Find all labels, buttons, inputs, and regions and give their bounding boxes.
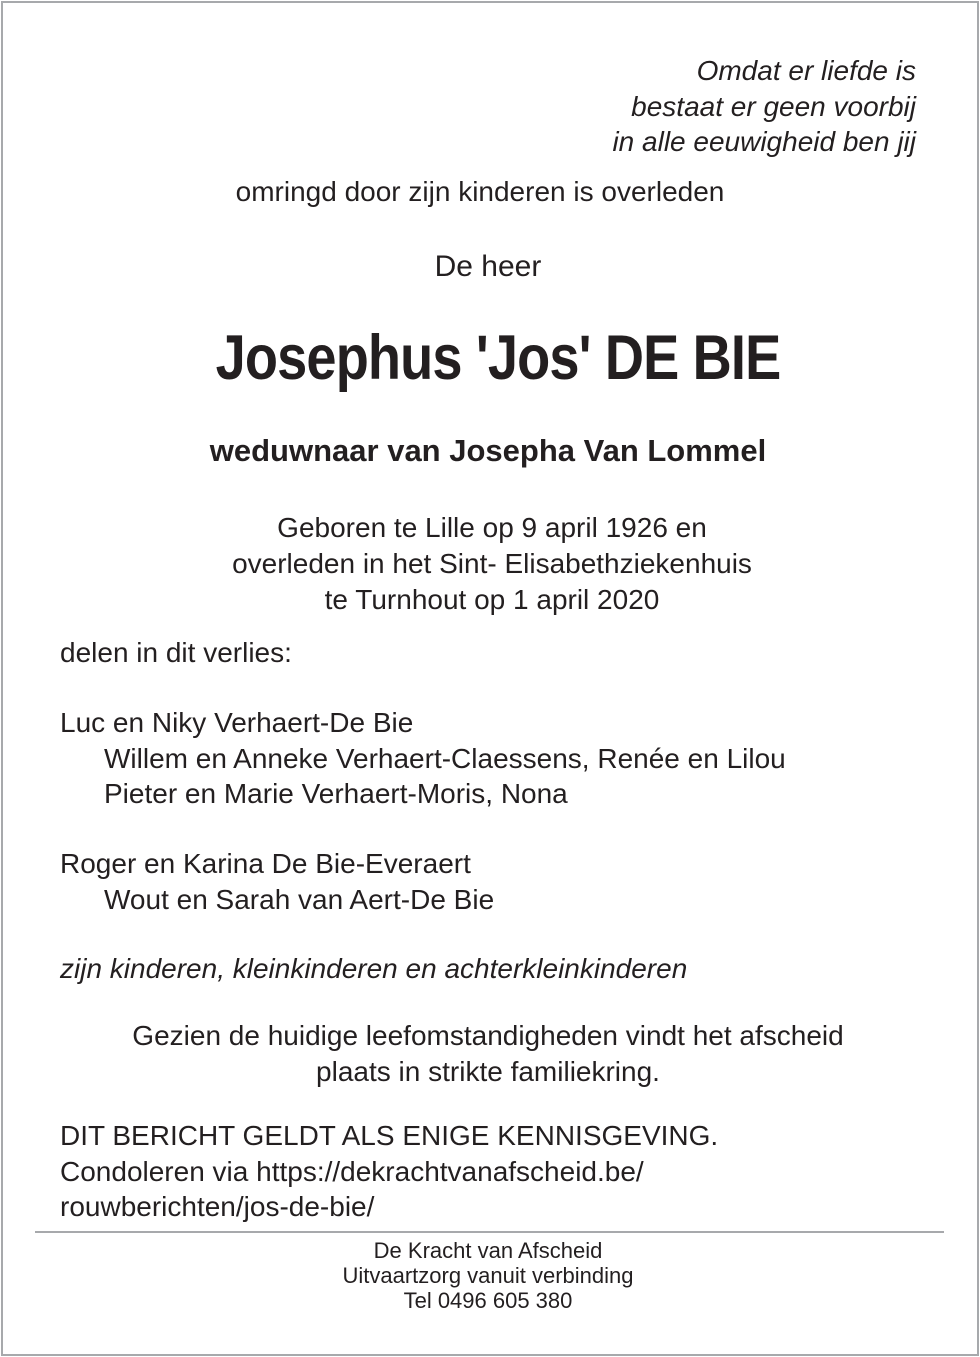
announcement-info — [60, 1118, 718, 1225]
notice-line-2: plaats in strikte familiekring. — [316, 1056, 660, 1087]
birth-line-3: te Turnhout op 1 april 2020 — [324, 584, 660, 615]
undertaker-name: De Kracht van Afscheid — [373, 1238, 603, 1263]
undertaker-tagline: Uitvaartzorg vanuit verbinding — [342, 1263, 634, 1288]
quote-line-3: in alle eeuwigheid ben jij — [612, 126, 916, 157]
family-head: Luc en Niky Verhaert-De Bie — [60, 707, 414, 738]
undertaker-phone: Tel 0496 605 380 — [403, 1288, 573, 1313]
family-head: Roger en Karina De Bie-Everaert — [60, 848, 471, 879]
family-member: Pieter en Marie Verhaert-Moris, Nona — [104, 778, 568, 809]
official-notice: DIT BERICHT GELDT ALS ENIGE KENNISGEVING. — [60, 1120, 719, 1151]
condolence-link-line-2[interactable]: rouwberichten/jos-de-bie/ — [60, 1191, 375, 1222]
birth-line-1: Geboren te Lille op 9 april 1926 en — [277, 512, 707, 543]
intro-text: omringd door zijn kinderen is overleden — [235, 176, 725, 207]
notice-line-1: Gezien de huidige leefomstandigheden vindt het afscheid — [132, 1020, 844, 1051]
quote-line-1: Omdat er liefde is — [696, 55, 916, 86]
birth-line-2: overleden in het Sint- Elisabethziekenhuis — [232, 548, 752, 579]
family-group-2 — [60, 846, 494, 917]
title-prefix: De heer — [434, 250, 542, 283]
funeral-notice — [0, 1018, 978, 1090]
undertaker-info — [0, 1238, 978, 1313]
family-member: Willem en Anneke Verhaert-Claessens, Renée en Lilou — [104, 742, 786, 774]
memorial-quote — [612, 53, 916, 160]
condolence-link-line-1[interactable]: Condoleren via https://dekrachtvanafscheid.be/ — [60, 1155, 644, 1187]
deceased-name: Josephus 'Jos' DE BIE — [215, 323, 781, 393]
relation-text: zijn kinderen, kleinkinderen en achterkleinkinderen — [60, 953, 688, 984]
quote-line-2: bestaat er geen voorbij — [631, 90, 916, 122]
widower-line: weduwnaar van Josepha Van Lommel — [209, 433, 767, 468]
family-group-1 — [60, 705, 786, 812]
birth-death-details — [2, 510, 980, 618]
footer-divider — [35, 1231, 944, 1233]
share-label: delen in dit verlies: — [60, 637, 292, 668]
family-member: Wout en Sarah van Aert-De Bie — [104, 883, 495, 915]
